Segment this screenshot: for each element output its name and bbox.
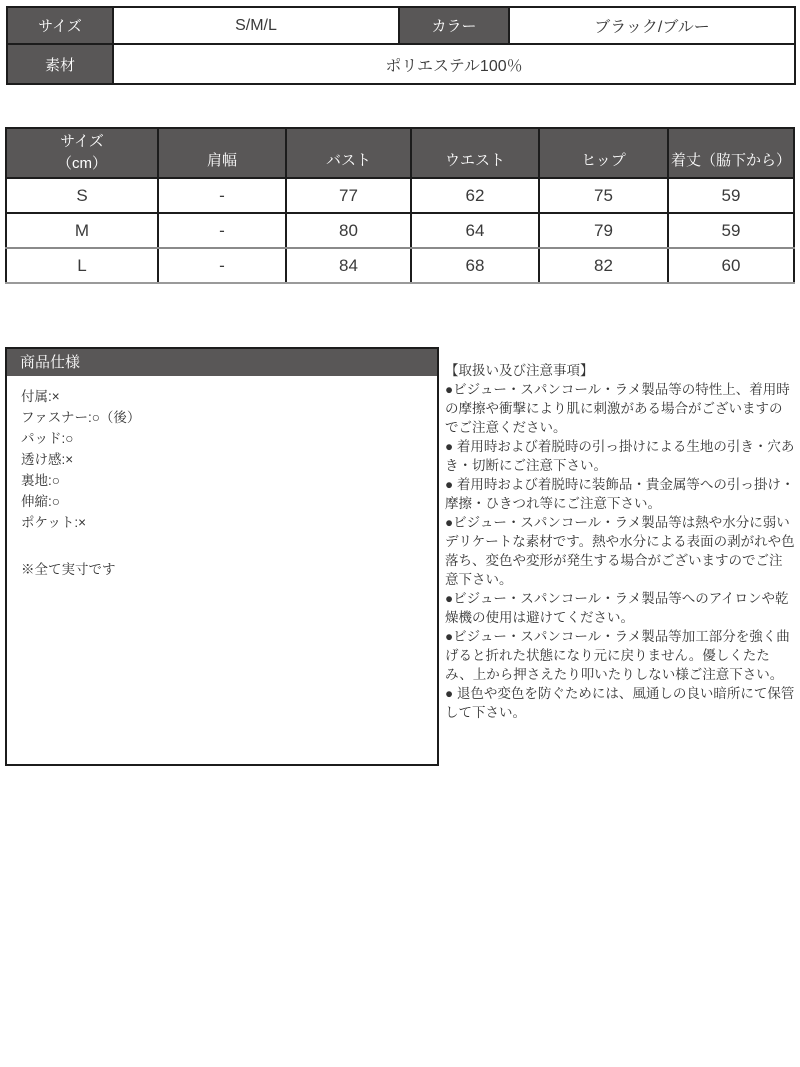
- handling-note-snagging: ● 着用時および着脱時の引っ掛けによる生地の引き・穴あき・切断にご注意下さい。: [445, 439, 795, 473]
- size-chart-row-l: [6, 248, 794, 283]
- spec-item-pad: パッド:○: [21, 431, 74, 446]
- handling-notes-title: 【取扱い及び注意事項】: [445, 363, 594, 378]
- info-row-size-color: [7, 7, 795, 44]
- shoulder-cell: -: [158, 213, 286, 248]
- size-chart-row-m: [6, 213, 794, 248]
- size-chart-header-row: [6, 128, 794, 178]
- size-header-line1: サイズ: [60, 133, 104, 150]
- bust-cell: 77: [286, 178, 411, 213]
- shoulder-cell: -: [158, 178, 286, 213]
- product-spec-title: 商品仕様: [7, 349, 437, 376]
- shoulder-cell: -: [158, 248, 286, 283]
- hip-cell: 75: [539, 178, 668, 213]
- shoulder-header-cell: 肩幅: [158, 128, 286, 178]
- handling-notes: [445, 361, 795, 722]
- waist-header-cell: ウエスト: [411, 128, 539, 178]
- color-value-cell: ブラック/ブルー: [509, 7, 795, 44]
- hip-cell: 79: [539, 213, 668, 248]
- size-cell: L: [6, 248, 158, 283]
- length-cell: 60: [668, 248, 794, 283]
- material-value-cell: ポリエステル100％: [113, 44, 795, 84]
- bust-header-cell: バスト: [286, 128, 411, 178]
- spec-item-accessory: 付属:×: [21, 389, 60, 404]
- handling-note-accessories: ● 着用時および着脱時に装飾品・貴金属等への引っ掛け・摩擦・ひきつれ等にご注意下さい。: [445, 477, 795, 511]
- length-cell: 59: [668, 178, 794, 213]
- hip-header-cell: ヒップ: [539, 128, 668, 178]
- spec-item-pocket: ポケット:×: [21, 515, 86, 530]
- size-chart-table: [5, 127, 795, 284]
- size-cell: M: [6, 213, 158, 248]
- spec-item-fastener: ファスナー:○（後）: [21, 410, 141, 425]
- size-chart-row-s: [6, 178, 794, 213]
- size-cell: S: [6, 178, 158, 213]
- length-cell: 59: [668, 213, 794, 248]
- product-spec-box: [5, 347, 439, 766]
- info-row-material: [7, 44, 795, 84]
- waist-cell: 64: [411, 213, 539, 248]
- length-header-cell: 着丈（脇下から）: [668, 128, 794, 178]
- waist-cell: 62: [411, 178, 539, 213]
- handling-note-heat-moisture: ●ビジュー・スパンコール・ラメ製品等は熱や水分に弱いデリケートな素材です。熱や水分による表面の剥がれや色落ち、変色や変形が発生する場合がございますのでご注意下さい。: [445, 515, 795, 587]
- product-spec-list: [7, 376, 437, 580]
- handling-note-bending: ●ビジュー・スパンコール・ラメ製品等加工部分を強く曲げると折れた状態になり元に戻りません。優しくたたみ、上から押さえたり叩いたりしない様ご注意下さい。: [445, 629, 790, 682]
- color-label-cell: カラー: [399, 7, 509, 44]
- spec-note-actual-size: ※全て実寸です: [21, 562, 116, 577]
- handling-note-friction: ●ビジュー・スパンコール・ラメ製品等の特性上、着用時の摩擦や衝撃により肌に刺激がある場合がございますのでご注意ください。: [445, 382, 790, 435]
- spec-item-sheerness: 透け感:×: [21, 452, 74, 467]
- material-label-cell: 素材: [7, 44, 113, 84]
- size-value-cell: S/M/L: [113, 7, 399, 44]
- bust-cell: 84: [286, 248, 411, 283]
- size-header-line2: （cm）: [57, 155, 107, 172]
- spec-item-stretch: 伸縮:○: [21, 494, 60, 509]
- hip-cell: 82: [539, 248, 668, 283]
- product-info-table: [6, 6, 796, 85]
- handling-note-storage: ● 退色や変色を防ぐためには、風通しの良い暗所にて保管して下さい。: [445, 686, 795, 720]
- size-cm-header-cell: [6, 128, 158, 178]
- handling-note-iron-dryer: ●ビジュー・スパンコール・ラメ製品等へのアイロンや乾燥機の使用は避けてください。: [445, 591, 789, 625]
- waist-cell: 68: [411, 248, 539, 283]
- size-label-cell: サイズ: [7, 7, 113, 44]
- bust-cell: 80: [286, 213, 411, 248]
- spec-item-lining: 裏地:○: [21, 473, 60, 488]
